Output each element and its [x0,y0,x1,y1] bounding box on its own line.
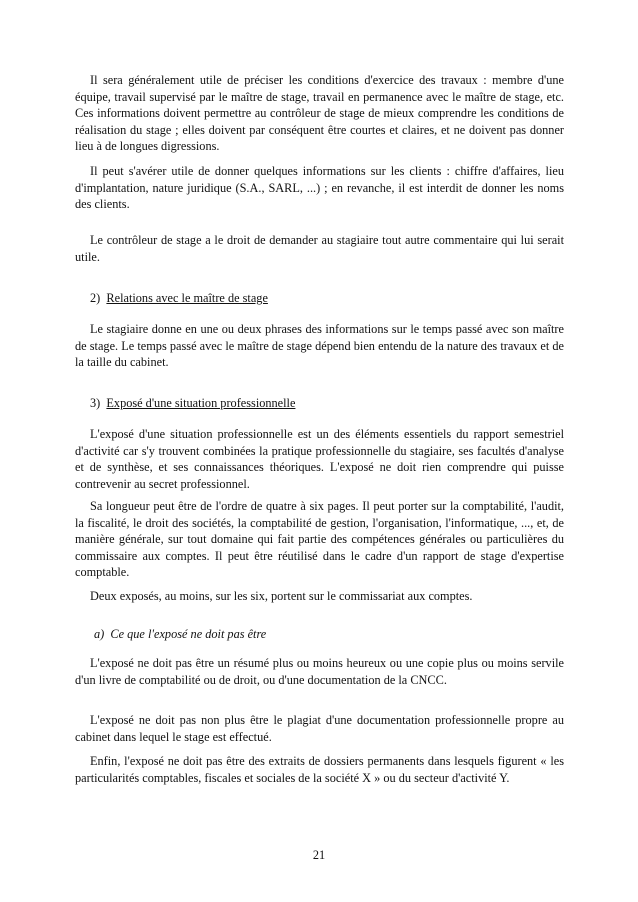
section-title: Exposé d'une situation professionnelle [106,396,296,410]
paragraph-deux-exposes: Deux exposés, au moins, sur les six, portent sur le commissariat aux comptes. [90,589,473,603]
subsection-number: a) [94,627,105,641]
section-title: Relations avec le maître de stage [106,291,268,305]
paragraph-longueur-expose: Sa longueur peut être de l'ordre de quatre à six pages. Il peut porter sur la comptabilité, l'audit, la fiscalité, le droit des sociétés, la comptabilité de gestion, l'organisation, l'informatique, ..., et, de manière générale, sur tout domaine qui fait partie des compétences générales ou particulières du commissaire aux comptes. Il peut être réutilisé dans le cadre d'un rapport de stage d'expertise comptable. [75,499,564,580]
subsection-title: Ce que l'exposé ne doit pas être [110,627,267,641]
paragraph-temps-maitre-stage: Le stagiaire donne en une ou deux phrases des informations sur le temps passé avec son maître de stage. Le temps passé avec le maître de stage dépend bien entendu de la nature des travaux et de la taille du cabinet. [75,322,564,370]
paragraph-controleur-commentaire: Le contrôleur de stage a le droit de demander au stagiaire tout autre commentaire qui lui serait utile. [75,233,564,264]
paragraph-conditions-exercice: Il sera généralement utile de préciser les conditions d'exercice des travaux : membre d'une équipe, travail supervisé par le maître de stage, travail en permanence avec le maître de stage, etc. Ces informations doivent permettre au contrôleur de stage de mieux comprendre les conditions de réalisation du stage ; elles doivent par conséquent être courtes et claires, et ne doivent pas donner lieu à de longues digressions. [75,73,564,154]
subsection-heading-ce-que [94,626,266,643]
paragraph-expose-elements: L'exposé d'une situation professionnelle est un des éléments essentiels du rapport semestriel d'activité car s'y trouvent combinées la pratique professionnelle du stagiaire, ses facultés d'analyse et de synthèse, et ses connaissances théoriques. L'exposé ne doit rien comprendre qui puisse contrevenir au secret professionnel. [75,427,564,491]
section-number: 3) [90,396,101,410]
section-number: 2) [90,291,101,305]
paragraph-pas-plagiat: L'exposé ne doit pas non plus être le plagiat d'une documentation professionnelle propre au cabinet dans lequel le stage est effectué. [75,713,564,744]
paragraph-pas-extraits: Enfin, l'exposé ne doit pas être des extraits de dossiers permanents dans lesquels figurent « les particularités comptables, fiscales et sociales de la société X » ou du secteur d'activité Y. [75,754,564,785]
section-heading-relations [90,290,268,307]
page-number: 21 [312,848,326,862]
paragraph-informations-clients: Il peut s'avérer utile de donner quelques informations sur les clients : chiffre d'affaires, lieu d'implantation, nature juridique (S.A., SARL, ...) ; en revanche, il est interdit de donner les noms des clients. [75,164,564,212]
section-heading-expose [90,395,295,412]
paragraph-pas-resume: L'exposé ne doit pas être un résumé plus ou moins heureux ou une copie plus ou moins servile d'un livre de comptabilité ou de droit, ou d'une documentation de la CNCC. [75,656,564,687]
